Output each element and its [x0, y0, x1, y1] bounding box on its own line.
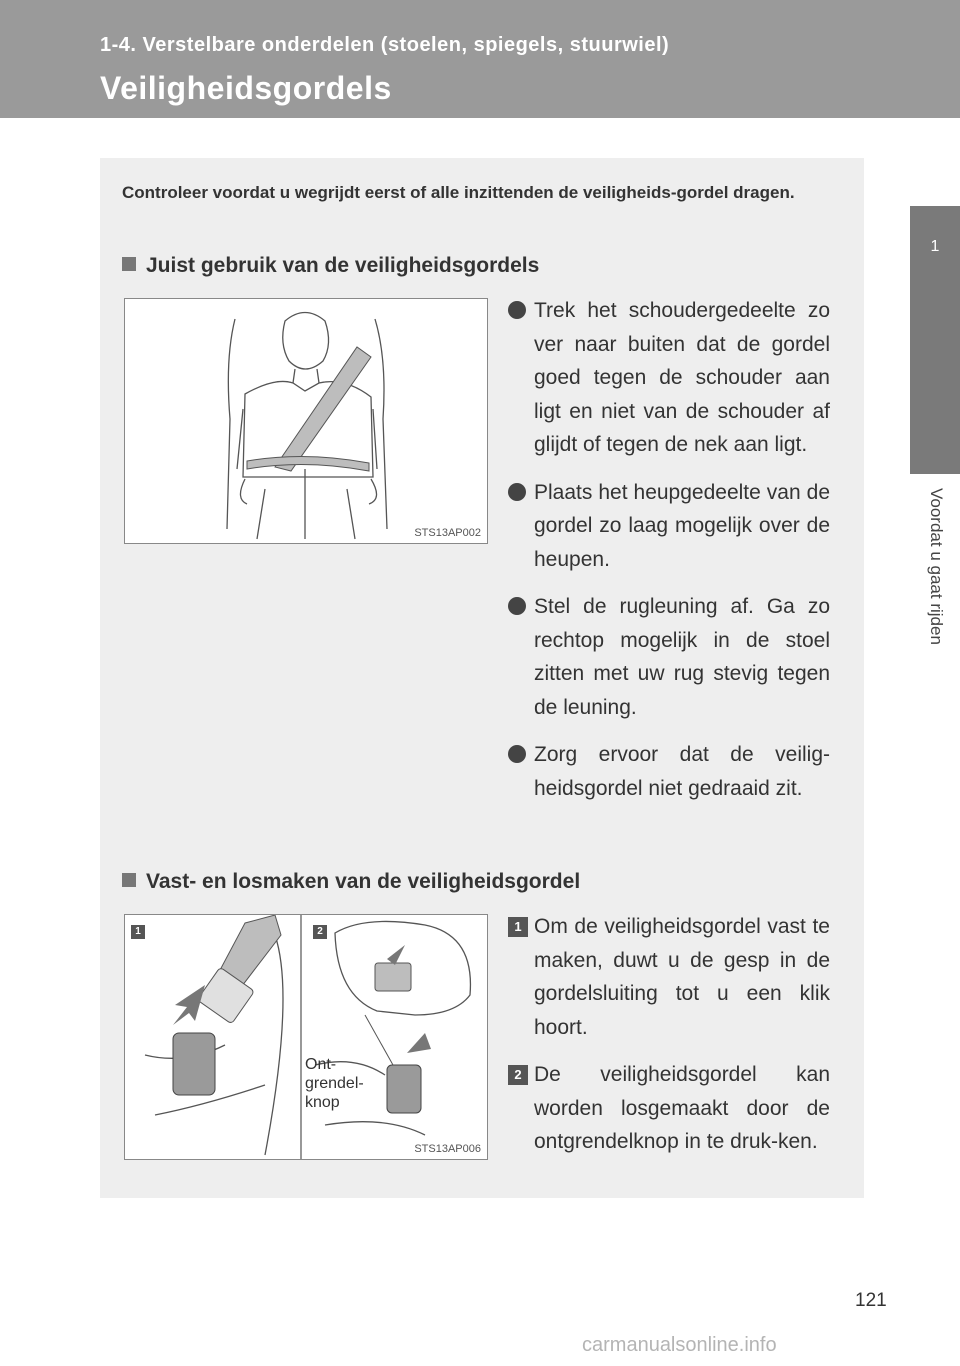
chapter-number: 1 [930, 238, 940, 255]
list-item: Stel de rugleuning af. Ga zo rechtop mogelijk in de stoel zitten met uw rug stevig tegen de leuning. [508, 590, 830, 724]
chapter-label: Voordat u gaat rijden [927, 488, 946, 645]
figure-code: STS13AP002 [414, 527, 481, 539]
page-header [0, 0, 960, 118]
step-badge: 2 [508, 1065, 528, 1085]
page-title: Veiligheidsgordels [100, 70, 392, 106]
figure-seated-person [124, 298, 488, 544]
figure-code: STS13AP006 [414, 1143, 481, 1155]
bullet-dot-icon [508, 745, 526, 763]
watermark: carmanualsonline.info [582, 1334, 777, 1356]
panel-label-1: 1 [131, 925, 145, 939]
release-button-callout: Ont- grendel- knop [305, 1056, 364, 1111]
list-item: Zorg ervoor dat de veilig-heidsgordel niet gedraaid zit. [508, 738, 830, 805]
square-bullet-icon [122, 873, 136, 887]
section-heading-usage [122, 254, 539, 278]
content-panel [100, 158, 864, 1198]
buckle-illustration [125, 915, 487, 1159]
usage-bullet-list [508, 294, 830, 819]
list-item: 1 Om de veiligheidsgordel vast te maken, duwt u de gesp in de gordelsluiting tot u een klik hoort. [508, 910, 830, 1044]
chapter-side-tab [910, 118, 960, 738]
bullet-dot-icon [508, 301, 526, 319]
seated-person-illustration [125, 299, 487, 543]
section-heading-buckle [122, 870, 580, 894]
intro-text: Controleer voordat u wegrijdt eerst of alle inzittenden de veiligheids-gordel dragen. [122, 183, 795, 202]
list-item: 2 De veiligheidsgordel kan worden losgemaakt door de ontgrendelknop in te druk-ken. [508, 1058, 830, 1159]
page-number: 121 [855, 1290, 887, 1311]
step-badge: 1 [508, 917, 528, 937]
list-item: Plaats het heupgedeelte van de gordel zo laag mogelijk over de heupen. [508, 476, 830, 577]
list-item: Trek het schoudergedeelte zo ver naar buiten dat de gordel goed tegen de schouder aan ligt en niet van de schouder af glijdt of tegen de nek aan ligt. [508, 294, 830, 462]
figure-buckle [124, 914, 488, 1160]
bullet-dot-icon [508, 597, 526, 615]
section-heading-text: Vast- en losmaken van de veiligheidsgordel [146, 870, 581, 893]
square-bullet-icon [122, 257, 136, 271]
bullet-dot-icon [508, 483, 526, 501]
buckle-step-list [508, 910, 830, 1173]
panel-label-2: 2 [313, 925, 327, 939]
section-heading-text: Juist gebruik van de veiligheidsgordels [146, 254, 540, 277]
chapter-subtitle: 1-4. Verstelbare onderdelen (stoelen, spiegels, stuurwiel) [100, 34, 670, 56]
